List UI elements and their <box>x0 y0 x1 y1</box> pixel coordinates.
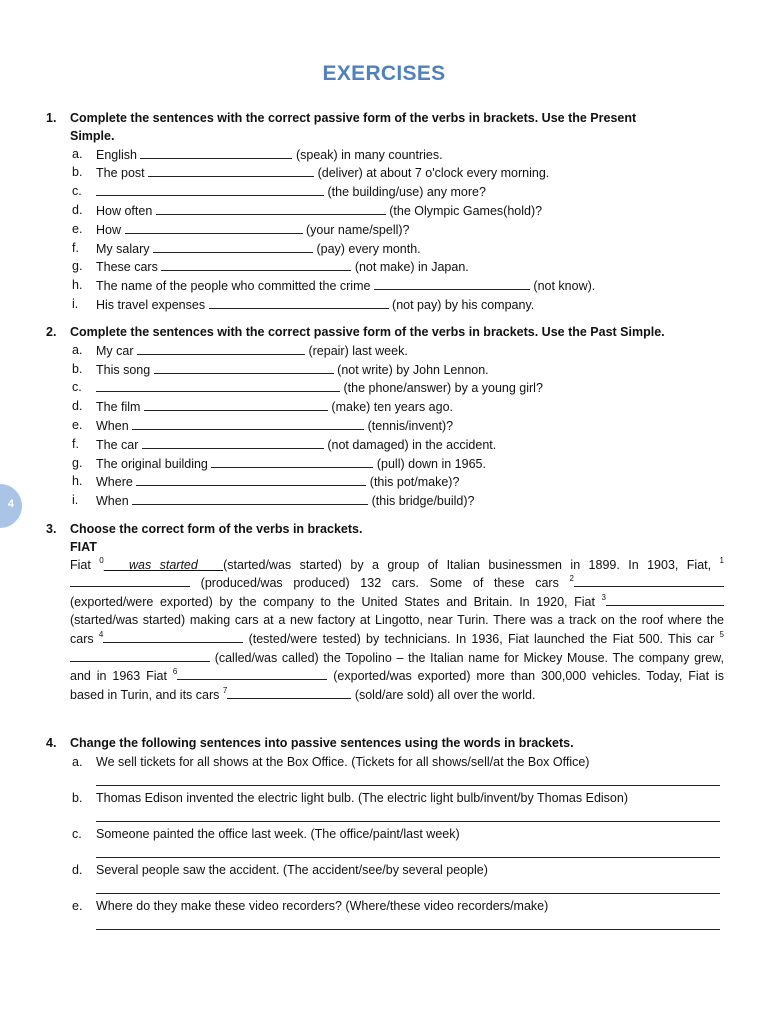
list-item: f. My salary (pay) every month. <box>72 240 421 256</box>
list-item: i. When (this bridge/build)? <box>72 493 475 509</box>
exercise-3 <box>46 521 724 705</box>
exercise-2-heading: 2. Complete the sentences with the correct passive form of the verbs in brackets. Use the Past Simple. <box>46 325 665 339</box>
exercise-4 <box>46 735 724 933</box>
answer-blank[interactable] <box>137 342 305 355</box>
list-item: c. (the building/use) any more? <box>72 184 486 200</box>
list-item: c. Someone painted the office last week. (The office/paint/last week) <box>72 826 460 841</box>
list-item: f. The car (not damaged) in the accident. <box>72 436 497 452</box>
answer-blank[interactable] <box>156 202 386 215</box>
exercise-1 <box>46 110 724 315</box>
answer-blank[interactable] <box>148 164 314 177</box>
list-item: g. These cars (not make) in Japan. <box>72 259 469 275</box>
list-item: d. Several people saw the accident. (The accident/see/by several people) <box>72 862 488 877</box>
page-title: EXERCISES <box>322 62 446 85</box>
answer-blank[interactable] <box>227 686 351 699</box>
list-item: d. How often (the Olympic Games(hold)? <box>72 202 543 218</box>
answer-blank[interactable] <box>132 492 368 505</box>
list-item: b. The post (deliver) at about 7 o'clock every morning. <box>72 165 550 181</box>
answer-line[interactable] <box>96 771 720 786</box>
passage-title: FIAT <box>70 539 97 554</box>
list-item: i. His travel expenses (not pay) by his company. <box>72 296 535 312</box>
example-answer: was started <box>128 557 198 572</box>
fiat-passage: Fiat $^0$ was started (started/was started) by a group of Italian businessmen in 1899. In 1903, Fiat, $^1$ (produced/was produced) 132 cars. Some of these cars $^2$ (exported/were exported) by the company to the United States and Britain. In 1920, Fiat $^3$ (started/was started) making cars at a new factory at Lingotto, near Turin. There was a track on the roof where the cars $^4$ (tested/were tested) by technicians. In 1936, Fiat launched the Fiat 500. This car $^5$ (called/was called) the Topolino – the Italian name for Mickey Mouse. The company grew, and in 1963 Fiat $^6$ (exported/was exported) more than 300,000 vehicles. Today, Fiat is based in Turin, and its cars $^7$ (sold/are sold) all over the world. <box>70 555 725 703</box>
exercise-4-heading: 4. Change the following sentences into passive sentences using the words in brackets. <box>46 736 574 750</box>
answer-blank[interactable] <box>142 436 324 449</box>
exercise-1-heading: 1. Complete the sentences with the correct passive form of the verbs in brackets. Use the Present Simple. <box>46 111 637 143</box>
page-number-tab <box>0 484 22 528</box>
list-item: b. This song (not write) by John Lennon. <box>72 361 489 377</box>
exercise-2 <box>46 324 724 511</box>
answer-blank[interactable] <box>574 574 724 587</box>
list-item: h. Where (this pot/make)? <box>72 474 460 490</box>
page-number: 4 <box>7 498 14 510</box>
list-item: d. The film (make) ten years ago. <box>72 399 454 415</box>
list-item: h. The name of the people who committed the crime (not know). <box>72 278 596 294</box>
answer-blank[interactable] <box>154 361 334 374</box>
answer-blank[interactable] <box>209 296 389 309</box>
answer-blank[interactable] <box>125 221 303 234</box>
list-item: a. English (speak) in many countries. <box>72 146 443 162</box>
list-item: g. The original building (pull) down in 1965. <box>72 455 486 471</box>
answer-blank[interactable] <box>132 417 364 430</box>
answer-blank[interactable] <box>153 240 313 253</box>
answer-blank[interactable] <box>103 630 243 643</box>
answer-line[interactable] <box>96 807 720 822</box>
answer-blank[interactable] <box>211 455 373 468</box>
answer-blank[interactable] <box>144 398 328 411</box>
answer-blank[interactable] <box>161 258 351 271</box>
answer-line[interactable] <box>96 879 720 894</box>
answer-blank[interactable] <box>374 277 530 290</box>
list-item: a. My car (repair) last week. <box>72 342 408 358</box>
list-item: c. (the phone/answer) by a young girl? <box>72 380 543 396</box>
answer-blank[interactable] <box>140 146 292 159</box>
list-item: e. How (your name/spell)? <box>72 221 410 237</box>
answer-blank[interactable] <box>96 379 340 392</box>
answer-line[interactable] <box>96 915 720 930</box>
answer-line[interactable] <box>96 843 720 858</box>
list-item: e. When (tennis/invent)? <box>72 417 454 433</box>
answer-blank[interactable] <box>70 574 190 587</box>
answer-blank[interactable] <box>136 473 366 486</box>
answer-blank[interactable] <box>606 593 724 606</box>
list-item: e. Where do they make these video recorders? (Where/these video recorders/make) <box>72 898 549 913</box>
list-item: a. We sell tickets for all shows at the Box Office. (Tickets for all shows/sell/at the Box Office) <box>72 754 590 769</box>
exercise-3-heading: 3. Choose the correct form of the verbs in brackets. <box>46 522 363 536</box>
answer-blank[interactable] <box>70 649 210 662</box>
answer-blank[interactable] <box>177 667 327 680</box>
list-item: b. Thomas Edison invented the electric light bulb. (The electric light bulb/invent/by Thomas Edison) <box>72 790 628 805</box>
answer-blank[interactable] <box>96 183 324 196</box>
